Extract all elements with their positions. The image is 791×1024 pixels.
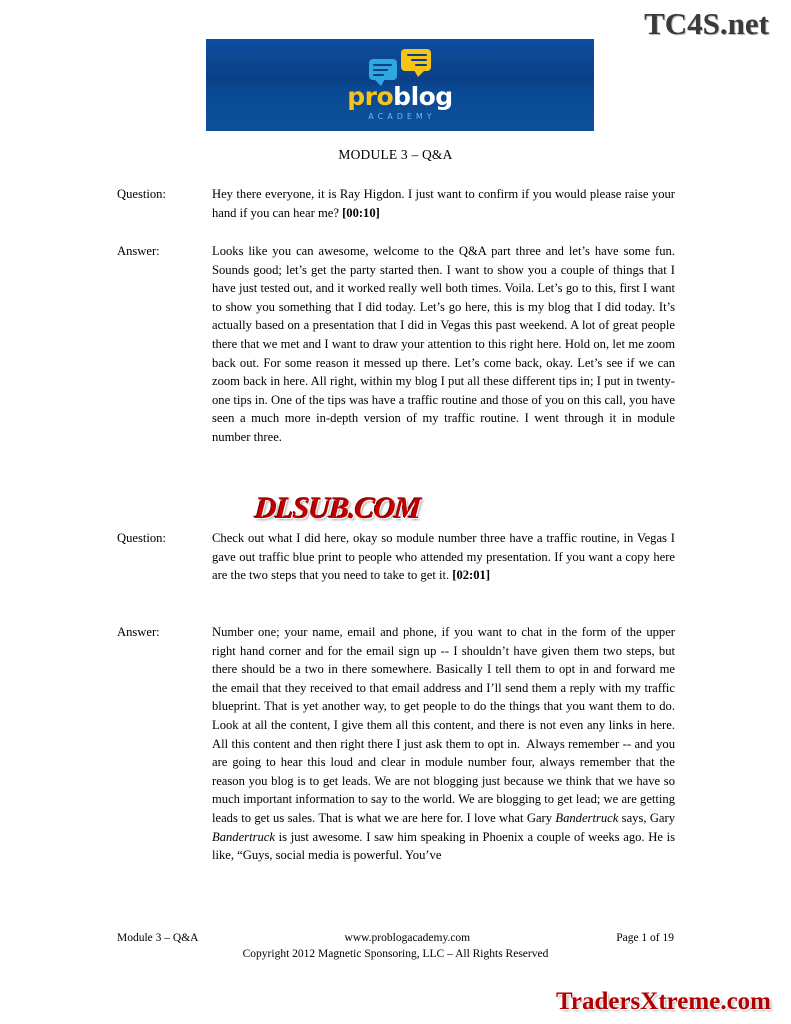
qa-block-question-2 [117, 529, 675, 585]
banner-subtitle: ACADEMY [368, 112, 436, 121]
qa-label: Question: [117, 531, 166, 545]
qa-block-answer-2 [117, 623, 675, 865]
pro-blog-academy-banner [206, 39, 594, 131]
qa-label: Answer: [117, 244, 160, 258]
banner-word-pro: pro [347, 82, 394, 111]
speech-bubbles-icon [369, 49, 431, 83]
qa-text: Looks like you can awesome, welcome to the Q&A part three and let’s have some fun. Sounds good; let’s get the party started then. I want to show you a couple of things that I have just tested out, and it worked really well both times. Voila. Let’s go to this, first I want to show you something that I did today. Let’s go here, this is my blog that I did today. It’s actually based on a presentation that I did in Vegas this past weekend. A lot of great people there that we met and I want to draw your attention to this right here. Hold on, let me zoom back out. For some reason it messed up there. Let’s come back, okay. Let’s see if we can zoom back in here. All right, within my blog I put all these different tips in; I put in twenty-one tips in. One of the tips was have a traffic routine and those of you on this call, you have seen a much more in-depth version of my traffic routine. I went through it in module number three. [212, 244, 675, 444]
banner-word-blog: blog [393, 82, 453, 111]
qa-label: Answer: [117, 625, 160, 639]
watermark-center: DLSUB.COM [253, 492, 422, 525]
qa-text: Check out what I did here, okay so module number three have a traffic routine, in Vegas I gave out traffic blue print to people who attended my presentation. If you want a copy here are the two steps that you need to take to get it. [02:01] [212, 531, 675, 583]
watermark-top-right: TC4S.net [644, 6, 769, 41]
qa-block-answer-1 [117, 242, 675, 447]
footer-website: www.problogacademy.com [344, 932, 471, 944]
footer-copyright: Copyright 2012 Magnetic Sponsoring, LLC – All Rights Reserved [242, 948, 549, 960]
qa-text: Hey there everyone, it is Ray Higdon. I just want to confirm if you would please raise your hand if you can hear me? [00:10] [212, 187, 675, 220]
qa-block-question-1 [117, 185, 675, 222]
footer-page-number: Page 1 of 19 [616, 932, 674, 944]
page-footer [117, 931, 674, 962]
qa-text: Number one; your name, email and phone, if you want to chat in the form of the upper right hand corner and for the email sign up -- I shouldn’t have given them two steps, but there should be a two in there somewhere. Basically I tell them to opt in and forward me the email that they received to that email address and I’ll send them a reply with my traffic blueprint. That is yet another way, to get people to do the things that you want them to do. Look at all the content, I give them all this content, and there is not even any links in here. All this content and then right there I just ask them to opt in. Always remember -- and you are going to hear this loud and clear in module number four, always remember that the reason you blog is to get leads. We are not blogging just because we think that we have so much important information to say to the world. We are blogging to get lead; we are getting leads to get us sales. That is what we are here for. I love what Gary Bandertruck says, Gary Bandertruck is just awesome. I saw him speaking in Phoenix a couple of weeks ago. He is like, “Guys, social media is powerful. You’ve [212, 625, 676, 863]
page-title: MODULE 3 – Q&A [338, 147, 453, 162]
footer-module-label: Module 3 – Q&A [117, 932, 199, 944]
banner-wordmark [347, 84, 452, 109]
qa-label: Question: [117, 187, 166, 201]
watermark-bottom-right: TradersXtreme.com [556, 988, 771, 1015]
